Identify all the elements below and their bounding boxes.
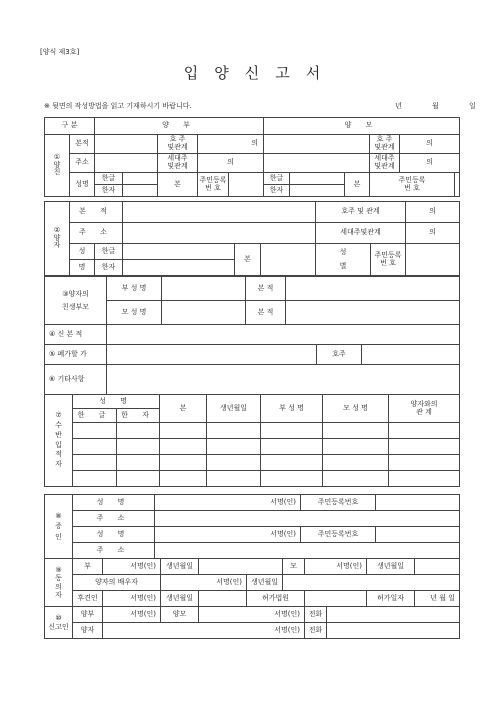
abolished-house-hoju-label: 호주: [317, 345, 362, 365]
birth-father-domicile-field[interactable]: [286, 277, 460, 301]
parents-name-label: 성명: [70, 173, 95, 197]
birth-mother-domicile-label: 본 적: [246, 301, 286, 325]
table-row: [45, 455, 460, 471]
birth-mother-domicile-field[interactable]: [286, 301, 460, 325]
accompanying-row2-relation[interactable]: [389, 439, 460, 455]
accompanying-row3-father[interactable]: [261, 455, 323, 471]
consenter-spouse-birth-field[interactable]: [283, 575, 460, 591]
mother-household-relation-label: 세대주 및관계: [370, 154, 400, 173]
father-household-ui: 의: [227, 158, 234, 167]
birth-father-domicile-label: 본 적: [246, 277, 286, 301]
date-month-label: 월: [432, 102, 439, 110]
adoptee-name-label-bottom: 명: [70, 260, 95, 276]
section-new-domicile-label: ④ 신 본 적: [45, 325, 107, 345]
col-header-category: 구 분: [45, 118, 95, 135]
accompanying-father-name-label: 부 성 명: [261, 395, 323, 423]
birth-father-name-label: 부 성 명: [107, 277, 162, 301]
accompanying-row4-bon[interactable]: [160, 471, 207, 487]
section-adoptive-parents-label: ① 양 친: [45, 135, 70, 197]
accompanying-birth-label: 생년월일: [207, 395, 261, 423]
adoptee-domicile-label: 본 적: [70, 202, 123, 223]
accompanying-row1-mother[interactable]: [323, 423, 389, 439]
date-year-label: 년: [395, 102, 402, 110]
accompanying-row2-hanja[interactable]: [117, 439, 160, 455]
mother-hoju-relation-label: 호 주 및관계: [370, 135, 400, 154]
section-birth-parents-label: ③양자의 친생부모: [45, 277, 107, 325]
mother-hanja-label: 한자: [264, 185, 290, 197]
reporter-mother-signature-label: 서명(인): [274, 609, 300, 618]
accompanying-row2-bon[interactable]: [160, 439, 207, 455]
consenter-guardian-label: 후견인: [73, 591, 103, 607]
accompanying-name-label: 성 명: [73, 395, 160, 409]
adoptee-bon-field[interactable]: [261, 244, 316, 276]
permit-date-ymd: 년 월 일: [430, 593, 455, 602]
permit-date-label: 허가일자: [367, 591, 415, 607]
section-accompanying-label: ⑦ 수 반 입 적 자: [45, 395, 73, 487]
reporter-phone1-field[interactable]: [327, 607, 460, 623]
accompanying-row2-mother[interactable]: [323, 439, 389, 455]
consenter-guardian-signature-field[interactable]: [103, 591, 161, 607]
adoptee-address-field[interactable]: [123, 223, 316, 244]
consenter-father-signature-label: 서명(인): [130, 561, 156, 570]
consenter-mother-birth-label: 생년월일: [367, 559, 415, 575]
mother-address-field[interactable]: [264, 154, 370, 173]
accompanying-hangul-label: 한 글: [73, 409, 117, 423]
accompanying-row4-hangul[interactable]: [73, 471, 117, 487]
accompanying-row4-mother[interactable]: [323, 471, 389, 487]
consenter-father-label: 부: [73, 559, 103, 575]
consenter-table: [44, 558, 460, 607]
adoptee-hanja-label: 한자: [95, 260, 123, 276]
reporter-phone2-label: 전화: [305, 623, 327, 639]
form-number: [양식 제3호]: [40, 48, 80, 56]
mother-hangul-name-field[interactable]: [290, 173, 345, 185]
mother-hangul-label: 한글: [264, 173, 290, 185]
consenter-spouse-birth-label: 생년월일: [247, 575, 283, 591]
adoptee-hoju-ui: 의: [429, 207, 436, 216]
father-hangul-label: 한글: [95, 173, 123, 185]
witness2-rrn-label: 주민등록번호: [301, 527, 376, 543]
adoptee-name-label-top: 성: [70, 244, 95, 260]
father-rrn-field[interactable]: [229, 173, 264, 197]
accompanying-row1-hangul[interactable]: [73, 423, 117, 439]
witness2-signature-field[interactable]: [155, 527, 301, 543]
adoptee-household-relation-field[interactable]: [406, 223, 460, 244]
accompanying-row2-birth[interactable]: [207, 439, 261, 455]
section-witness-label: ⑧ 증 인: [45, 495, 73, 559]
father-address-label: 주소: [70, 154, 95, 173]
adoptee-sex-label: [316, 244, 371, 276]
father-household-relation-label: 세대주 및관계: [158, 154, 198, 173]
mother-rrn-field[interactable]: [455, 173, 460, 197]
reporter-mother-signature-field[interactable]: [199, 607, 305, 623]
birth-parents-table: [44, 276, 460, 325]
father-hoju-ui: 의: [251, 139, 259, 148]
father-hoju-relation-field[interactable]: [198, 135, 264, 154]
reporter-adoptee-signature-label: 서명(인): [274, 625, 300, 634]
adoptee-household-relation-label: 세대주및관계: [316, 223, 406, 244]
mother-hanja-name-field[interactable]: [290, 185, 345, 197]
accompanying-row1-birth[interactable]: [207, 423, 261, 439]
col-header-adoptive-father: 양 부: [95, 118, 264, 135]
consenter-spouse-signature-label: 서명(인): [216, 577, 242, 586]
adoptee-hoju-relation-label: 호주 및 관계: [316, 202, 406, 223]
accompanying-row3-mother[interactable]: [323, 455, 389, 471]
witness1-name-label: 성 명: [73, 495, 155, 511]
consenter-mother-signature-field[interactable]: [305, 559, 367, 575]
new-domicile-table: [44, 324, 460, 395]
section-abolished-house-label: ⑤ 폐가할 가: [45, 345, 107, 365]
accompanying-mother-name-label: 모 성 명: [323, 395, 389, 423]
accompanying-row3-relation[interactable]: [389, 455, 460, 471]
report-date: [395, 101, 476, 111]
adoptee-table: [44, 201, 460, 276]
abolished-house-field[interactable]: [107, 345, 317, 365]
consenter-mother-signature-label: 서명(인): [336, 561, 362, 570]
other-matters-field[interactable]: [107, 365, 460, 395]
col-header-adoptive-mother: 양 모: [264, 118, 460, 135]
accompanying-bon-label: 본: [160, 395, 207, 423]
section-other-matters-label: ⑥ 기타사항: [45, 365, 107, 395]
permit-court-label: 허가법원: [247, 591, 305, 607]
section-adoptee-label: ② 양 자: [45, 202, 70, 276]
accompanying-relation-label: 양자와의 관 계: [389, 395, 460, 423]
table-row: [45, 423, 460, 439]
father-domicile-field[interactable]: [95, 135, 158, 154]
mother-bon-label: 본: [345, 173, 370, 197]
date-day-label: 일: [469, 102, 476, 110]
adoptee-hangul-name-field[interactable]: [123, 244, 235, 260]
accompanying-row1-bon[interactable]: [160, 423, 207, 439]
section-consenter-label: ⑨ 동 의 자: [45, 559, 73, 607]
reporter-adoptive-mother-label: 양모: [161, 607, 199, 623]
consenter-father-birth-label: 생년월일: [161, 559, 199, 575]
consenter-father-birth-field[interactable]: [199, 559, 283, 575]
father-household-relation-field[interactable]: [198, 154, 264, 173]
mother-household-ui: 의: [426, 158, 433, 167]
adoptive-parents-and-adoptee-table: [44, 117, 460, 197]
consenter-guardian-birth-field[interactable]: [199, 591, 247, 607]
reporter-father-signature-field[interactable]: [103, 607, 161, 623]
witness-table: [44, 494, 460, 559]
consenter-father-signature-field[interactable]: [103, 559, 161, 575]
consenter-guardian-signature-label: 서명(인): [130, 593, 156, 602]
consenter-spouse-label: 양자의 배우자: [73, 575, 161, 591]
father-rrn-label: 주민등록 번 호: [198, 173, 229, 197]
adoptee-address-label: 주 소: [70, 223, 123, 244]
accompanying-hanja-label: 한 자: [117, 409, 160, 423]
permit-court-field[interactable]: [305, 591, 367, 607]
adoptee-sex-label-top: 성: [339, 248, 347, 257]
accompanying-row3-birth[interactable]: [207, 455, 261, 471]
accompanying-row1-hanja[interactable]: [117, 423, 160, 439]
witness2-signature-label: 서명(인): [270, 529, 296, 538]
accompanying-persons-table: [44, 394, 460, 487]
accompanying-row4-father[interactable]: [261, 471, 323, 487]
father-hanja-label: 한자: [95, 185, 123, 197]
father-address-field[interactable]: [95, 154, 158, 173]
form-title: 입양신고서: [183, 64, 337, 82]
witness1-signature-field[interactable]: [155, 495, 301, 511]
adoptee-sex-label-bottom: 별: [339, 261, 347, 270]
mother-household-relation-field[interactable]: [400, 154, 460, 173]
mother-domicile-field[interactable]: [264, 135, 370, 154]
accompanying-row2-father[interactable]: [261, 439, 323, 455]
reporter-table: [44, 606, 460, 639]
instruction-notice: ※ 뒷면의 작성방법을 읽고 기재하시기 바랍니다.: [44, 102, 192, 110]
reporter-adoptee-signature-field[interactable]: [103, 623, 305, 639]
accompanying-row1-father[interactable]: [261, 423, 323, 439]
adoptee-rrn-label: 주민등록 번 호: [371, 244, 406, 276]
witness1-rrn-label: 주민등록번호: [301, 495, 376, 511]
mother-hoju-ui: 의: [426, 139, 433, 148]
witness1-address-label: 주 소: [73, 511, 155, 527]
section-reporter-label: ⑩ 신고인: [45, 607, 73, 639]
new-domicile-field[interactable]: [107, 325, 460, 345]
father-hoju-relation-label: 호 주 및관계: [158, 135, 198, 154]
adoptee-bon-label: 본: [235, 244, 261, 276]
accompanying-row3-bon[interactable]: [160, 455, 207, 471]
reporter-adoptee-label: 양자: [73, 623, 103, 639]
mother-hoju-relation-field[interactable]: [400, 135, 460, 154]
consenter-spouse-signature-field[interactable]: [161, 575, 247, 591]
witness2-rrn-field[interactable]: [376, 527, 460, 543]
consenter-mother-birth-field[interactable]: [415, 559, 460, 575]
witness1-rrn-field[interactable]: [376, 495, 460, 511]
accompanying-row4-relation[interactable]: [389, 471, 460, 487]
father-hanja-name-field[interactable]: [123, 185, 158, 197]
birth-mother-name-label: 모 성 명: [107, 301, 162, 325]
accompanying-row2-hangul[interactable]: [73, 439, 117, 455]
witness1-address-field[interactable]: [155, 511, 460, 527]
birth-mother-name-field[interactable]: [162, 301, 246, 325]
consenter-guardian-birth-label: 생년월일: [161, 591, 199, 607]
reporter-phone2-field[interactable]: [327, 623, 460, 639]
witness2-name-label: 성 명: [73, 527, 155, 543]
witness2-address-field[interactable]: [155, 543, 460, 559]
adoptee-hanja-name-field[interactable]: [123, 260, 235, 276]
consenter-mother-label: 모: [283, 559, 305, 575]
abolished-house-hoju-field[interactable]: [362, 345, 460, 365]
accompanying-row3-hangul[interactable]: [73, 455, 117, 471]
accompanying-row4-hanja[interactable]: [117, 471, 160, 487]
adoptee-rrn-field[interactable]: [406, 244, 460, 276]
witness1-signature-label: 서명(인): [270, 497, 296, 506]
mother-rrn-label: 주민등록 번 호: [370, 173, 455, 197]
adoptee-hangul-label: 한글: [95, 244, 123, 260]
father-domicile-label: 본적: [70, 135, 95, 154]
permit-date-field[interactable]: [415, 591, 460, 607]
birth-father-name-field[interactable]: [162, 277, 246, 301]
accompanying-row1-relation[interactable]: [389, 423, 460, 439]
accompanying-row4-birth[interactable]: [207, 471, 261, 487]
father-bon-label: 본: [158, 173, 198, 197]
reporter-father-signature-label: 서명(인): [130, 609, 156, 618]
table-row: [45, 439, 460, 455]
table-row: [45, 471, 460, 487]
reporter-adoptive-father-label: 양부: [73, 607, 103, 623]
adoptee-domicile-field[interactable]: [123, 202, 316, 223]
father-hangul-name-field[interactable]: [123, 173, 158, 185]
accompanying-row3-hanja[interactable]: [117, 455, 160, 471]
adoptee-hoju-relation-field[interactable]: [406, 202, 460, 223]
witness2-address-label: 주 소: [73, 543, 155, 559]
reporter-phone1-label: 전화: [305, 607, 327, 623]
adoptee-household-ui: 의: [429, 228, 436, 237]
